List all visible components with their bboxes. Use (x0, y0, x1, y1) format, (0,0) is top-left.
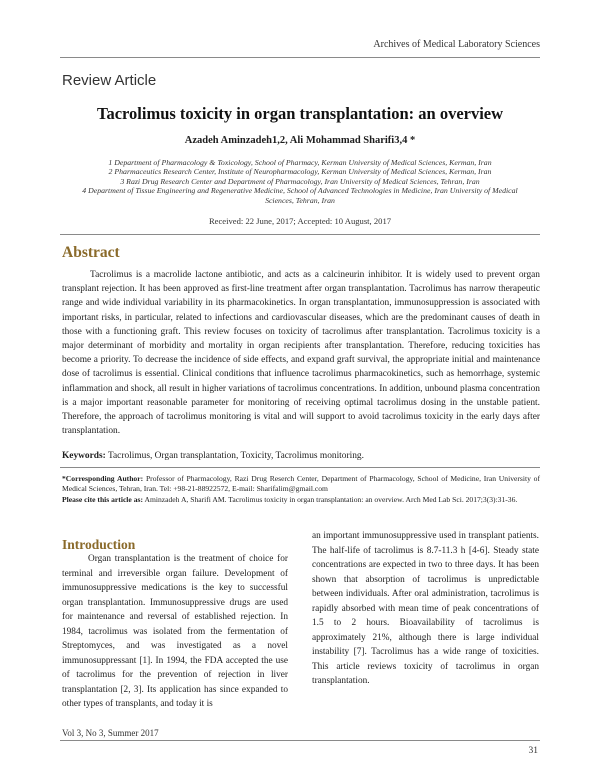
corresponding-author-text: Professor of Pharmacology, Razi Drug Reserch Center, Department of Pharmacology, School of Medicine, Iran University of Medical Sciences, Tehran, Iran. Tel: +98-21-88922572, E-mail: Sharifalim@gmail.com (62, 474, 540, 494)
correspondence-rule (60, 467, 540, 468)
corresponding-author-label: *Corresponding Author: (62, 474, 144, 483)
footer-rule (60, 740, 540, 741)
received-dates: Received: 22 June, 2017; Accepted: 10 August, 2017 (208, 216, 392, 226)
citation-label: Please cite this article as: (62, 494, 143, 504)
correspondence-block (62, 474, 540, 505)
article-type: Review Article (62, 72, 157, 89)
authors: Azadeh Aminzadeh1,2, Ali Mohammad Sharifi3,4 * (184, 135, 416, 146)
keywords-text: Tacrolimus, Organ transplantation, Toxicity, Tacrolimus monitoring. (107, 451, 364, 461)
affiliations (68, 158, 532, 205)
abstract-heading: Abstract (62, 244, 120, 261)
page-number: 31 (528, 746, 538, 756)
introduction-right-column: an important immunosuppressive used in transplant patients. The half-life of tacrolimus is 8.7-11.3 h [4-6]. Steady state concentrations are expected in two to three days. It has been shown that absorption of tacrolimus is unpredictable between individuals. After oral administration, tacrolimus is rapidly absorbed with mean time of peak concentrations of 1.5 to 2 hours. Bioavailability of tacrolimus is approximately 21%, although there is large individual instability [7]. Tacrolimus has a wide range of toxicities. This article reviews toxicity of tacrolimus in organ transplantation. (312, 531, 539, 686)
affiliation: 1 Department of Pharmacology & Toxicology, School of Pharmacy, Kerman University of Medical Sciences, Kerman, Iran (108, 158, 492, 167)
affiliation: 3 Razi Drug Research Center and Department of Pharmacology, Iran University of Medical Sciences, Tehran, Iran (120, 176, 480, 186)
keywords (62, 451, 540, 461)
abstract-rule (60, 234, 540, 235)
issue-info: Vol 3, No 3, Summer 2017 (62, 728, 159, 738)
journal-name: Archives of Medical Laboratory Sciences (373, 39, 540, 50)
introduction-heading: Introduction (62, 537, 136, 552)
citation-text: Aminzadeh A, Sharifi AM. Tacrolimus toxicity in organ transplantation: an overview. Arch Med Lab Sci. 2017;3(3):31-36. (144, 494, 518, 504)
introduction-paragraph: Organ transplantation is the treatment of choice for terminal and irreversible organ failure. Development of immunosuppressive medications is the key to successful organ transplantation. Immunosuppressive drugs are used for maintenance and reversal of established rejection. In 1984, tacrolimus was isolated from the fermentation of Streptomyces, and was investigated as a novel immunosuppressant [1]. In 1994, the FDA accepted the use of tacrolimus for the prevention of rejection in liver transplantation [2, 3]. Its application has since expanded to other types of transplants, and today it is (62, 554, 288, 709)
introduction-left-column (62, 552, 288, 712)
article-title: Tacrolimus toxicity in organ transplantation: an overview (96, 104, 504, 123)
affiliation: 2 Pharmaceutics Research Center, Institute of Neuropharmacology, Kerman University of Medical Sciences, Kerman, Iran (108, 167, 492, 177)
abstract-body: Tacrolimus is a macrolide lactone antibiotic, and acts as a calcineurin inhibitor. It is widely used to prevent organ transplant rejection. It has been approved as first-line treatment after organ transplantation. Tacrolimus has narrow therapeutic range and wide individual variability in its pharmacokinetics. In organ transplantation, immunosuppression is associated with important risks, in particular, related to infections and cardiovascular diseases, which are the predominant causes of death in those with a functioning graft. This review focuses on toxicity of tacrolimus after transplantation. Tacrolimus toxicity is a major determinant of morbidity and mortality in organ recipients after transplantation. Therefore, reducing toxicities has become a priority. To decrease the incidence of side effects, and expand graft survival, the appropriate initial and maintenance dose of tacrolimus is essential. Clinical conditions that influence tacrolimus pharmacokinetics, such as hemorrhage, systemic inflammation and shock, all result in higher variations of tacrolimus concentrations. In addition, unbound plasma concentration is a major important reasonable parameter for monitoring of receiving optimal tacrolimus dosing in the unstable patient. Therefore, the approach of tacrolimus monitoring is vital and will support to avoid tacrolimus toxicity in the early days after transplantation. (62, 270, 540, 437)
keywords-label: Keywords: (62, 451, 106, 461)
header-rule (60, 57, 540, 58)
affiliation: 4 Department of Tissue Engineering and Regenerative Medicine, School of Advanced Technologies in Medicine, Iran University of Medical Sciences, Tehran, Iran (82, 186, 518, 205)
